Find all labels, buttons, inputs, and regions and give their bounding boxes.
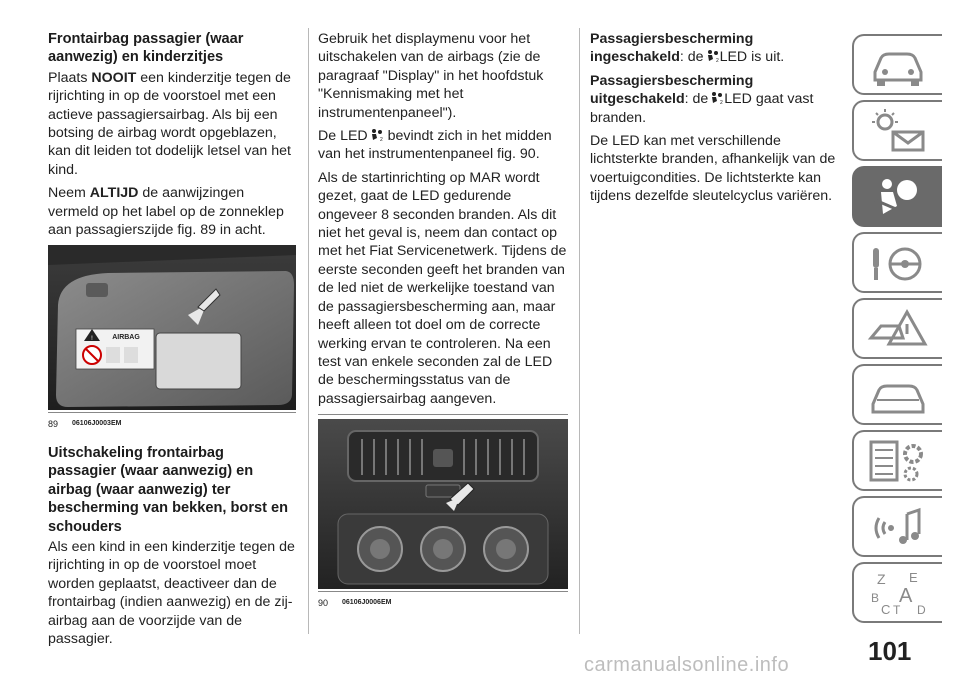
heading-uitschakeling-airbag: Uitschakeling frontairbag passagier (waar aanwezig) en airbag (waar aanwezig) ter bescherming van bekken, borst en schouders (48, 444, 289, 535)
page-number: 101 (868, 636, 912, 666)
svg-text:C: C (881, 601, 891, 617)
status-ingeschakeld: Passagiersbescherming ingeschakeld: de 2 LED is uit. (590, 31, 785, 66)
column-divider (579, 28, 580, 634)
heading-frontairbag-kinderzitjes: Frontairbag passagier (waar aanwezig) en kinderzitjes (48, 31, 244, 66)
tab-emergency[interactable] (852, 298, 942, 359)
tab-multimedia[interactable] (852, 496, 942, 557)
svg-text:A: A (899, 584, 913, 607)
column-1 (48, 30, 296, 653)
paragraph-led-position: De LED 2 bevindt zich in het midden van het instrumentenpaneel fig. 90. (318, 128, 552, 163)
paragraph-startinrichting: Als de startinrichting op MAR wordt gezet, gaat de LED gedurende ongeveer 8 seconden branden. Als dit niet het geval is, neem dan contact op met het Fiat Servicenetwerk. Tijdens de eerste seconden geeft het branden van de led niet de werkelijke toestand van de passagiersbescherming aan, maar heeft alleen tot doel om de correcte werking ervan te controleren. Na een test van enkele seconden zal de LED de beschermingsstatus van de passagiersairbag aangeven. (318, 169, 567, 407)
airbag-label-text: AIRBAG (112, 334, 140, 342)
figure-90 (318, 414, 568, 612)
tab-starting-driving[interactable] (852, 232, 942, 293)
figure-number: 90 (318, 598, 329, 609)
svg-text:2: 2 (720, 100, 724, 106)
warning-lights-icon (863, 106, 933, 156)
svg-text:E: E (909, 569, 918, 585)
index-letters-icon (863, 568, 933, 618)
spec-gear-icon (863, 436, 933, 486)
watermark: carmanualsonline.info (584, 654, 790, 676)
tab-warning-lights[interactable] (852, 100, 942, 161)
tab-index[interactable] (852, 562, 942, 623)
dashboard-photo (318, 419, 568, 589)
svg-text:!: ! (91, 336, 93, 343)
svg-text:D: D (917, 602, 926, 617)
figure-code: 06106J0006EM (342, 599, 392, 607)
airbag-icon (863, 172, 933, 222)
car-front-icon (863, 40, 933, 90)
passenger-airbag-off-icon (369, 128, 383, 142)
figure-89 (48, 245, 296, 433)
tab-car-front[interactable] (852, 34, 942, 95)
crash-triangle-icon (863, 304, 933, 354)
passenger-airbag-off-icon (705, 49, 719, 63)
column-divider (308, 28, 309, 634)
svg-text:Z: Z (877, 570, 886, 587)
car-service-icon (863, 370, 933, 420)
keyword-altijd: ALTIJD (89, 185, 139, 202)
svg-text:T: T (893, 602, 901, 617)
svg-text:2: 2 (379, 137, 383, 143)
chapter-tabs (852, 34, 942, 628)
status-uitgeschakeld: Passagiersbescherming uitgeschakeld: de 2 LED gaat vast branden. (590, 72, 814, 126)
svg-text:2: 2 (715, 58, 719, 64)
figure-90-caption (318, 591, 568, 612)
tab-technical-data[interactable] (852, 430, 942, 491)
figure-code: 06106J0003EM (72, 420, 122, 428)
tab-airbag-safety[interactable] (852, 166, 942, 227)
steering-key-icon (863, 238, 933, 288)
column-2 (318, 30, 568, 623)
paragraph-lichtsterkte: De LED kan met verschillende lichtsterkte branden, afhankelijk van de voertuigcondities. De lichtsterkte kan tijdens dezelfde sleutelcyclus variëren. (590, 133, 836, 205)
sun-visor-photo (48, 245, 296, 410)
paragraph-displaymenu: Gebruik het displaymenu voor het uitschakelen van de airbags (zie de paragraaf "Display" in het hoofdstuk "Kennismaking met het instrumentenpaneel"). (318, 31, 544, 121)
paragraph-altijd: Neem ALTIJD de aanwijzingen vermeld op het label op de zonneklep aan passagierszijde fig. 89 in acht. (48, 185, 284, 239)
tab-maintenance[interactable] (852, 364, 942, 425)
paragraph-nooit: Plaats NOOIT een kinderzitje tegen de rijrichting in op de voorstoel met een actieve passagiersairbag. Als bij een botsing de airbag wordt opgeblazen, kan dit leiden tot dodelijk letsel van het kind. (48, 69, 291, 178)
column-3 (590, 30, 840, 211)
keyword-nooit: NOOIT (91, 69, 137, 86)
svg-text:B: B (871, 590, 880, 605)
figure-number: 89 (48, 419, 59, 430)
multimedia-icon (863, 502, 933, 552)
figure-89-caption (48, 412, 296, 433)
passenger-airbag-off-icon (709, 91, 723, 105)
paragraph-deactiveren: Als een kind in een kinderzitje tegen de rijrichting in op de voorstoel moet worden geplaatst, deactiveer dan de frontairbag (indien aanwezig) en de zij-airbag aan de voorzijde van de passagier. (48, 538, 295, 647)
